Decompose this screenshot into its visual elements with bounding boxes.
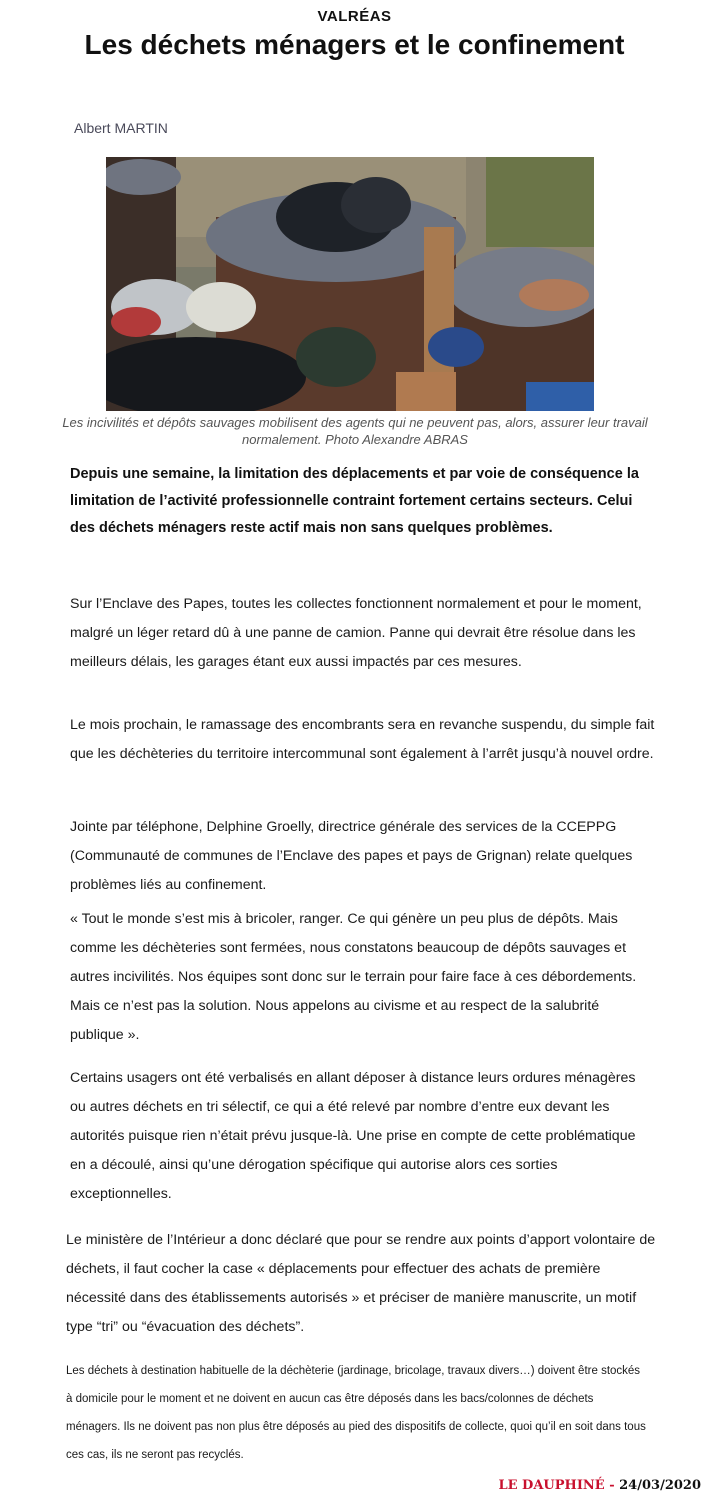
source-footer: [498, 1478, 701, 1493]
article-paragraph: Le mois prochain, le ramassage des encombrants sera en revanche suspendu, du simple fait que les déchèteries du territoire intercommunal sont également à l’arrêt jusqu’à nouvel ordre.: [70, 717, 655, 762]
article-lead: Depuis une semaine, la limitation des déplacements et par voie de conséquence la limitation de l’activité professionnelle contraint fortement certains secteurs. Celui des déchets ménagers reste actif mais non sans quelques problèmes.: [70, 466, 639, 536]
photo-caption: Les incivilités et dépôts sauvages mobilisent des agents qui ne peuvent pas, alors, assurer leur travail normalement. Photo Alexandre ABRAS: [62, 415, 648, 447]
article-paragraph: Certains usagers ont été verbalisés en allant déposer à distance leurs ordures ménagères ou autres déchets en tri sélectif, ce qui a été relevé par nombre d’entre eux devant les autorités puisque rien n’était prévu jusque-là. Une prise en compte de cette problématique en a découlé, ainsi qu’une dérogation spécifique qui autorise alors ces sorties exceptionnelles.: [70, 1070, 636, 1202]
source-separator: -: [604, 1478, 620, 1493]
article-footnote: Les déchets à destination habituelle de la déchèterie (jardinage, bricolage, travaux divers…) doivent être stockés à domicile pour le moment et ne doivent en aucun cas être déposés dans les bacs/colonnes de déchets ménagers. Ils ne doivent pas non plus être déposés au pied des dispositifs de collecte, quoi qu’il en soit dans tous ces cas, ils ne seront pas recyclés.: [66, 1365, 646, 1461]
article-headline: Les déchets ménagers et le confinement: [84, 29, 625, 60]
article-paragraph: Le ministère de l’Intérieur a donc déclaré que pour se rendre aux points d’apport volontaire de déchets, il faut cocher la case « déplacements pour effectuer des achats de première nécessité dans des établissements autorisés » et préciser de manière manuscrite, un motif type “tri” ou “évacuation des déchets”.: [66, 1232, 656, 1335]
article-paragraph: Sur l’Enclave des Papes, toutes les collectes fonctionnent normalement et pour le moment, malgré un léger retard dû à une panne de camion. Panne qui devrait être résolue dans les meilleurs délais, les garages étant eux aussi impactés par ces mesures.: [70, 596, 642, 670]
source-date: 24/03/2020: [619, 1478, 701, 1493]
article-paragraph: « Tout le monde s’est mis à bricoler, ranger. Ce qui génère un peu plus de dépôts. Mais comme les déchèteries sont fermées, nous constatons beaucoup de dépôts sauvages et autres incivilités. Nos équipes sont donc sur le terrain pour faire face à ces débordements. Mais ce n’est pas la solution. Nous appelons au civisme et au respect de la salubrité publique ».: [70, 911, 637, 1043]
article-photo: [106, 157, 594, 411]
source-name: LE DAUPHINÉ: [498, 1478, 605, 1493]
photo-garbage-bins: [106, 157, 594, 411]
article-kicker: VALRÉAS: [317, 8, 392, 25]
article-byline: Albert MARTIN: [74, 120, 168, 136]
article-paragraph: Jointe par téléphone, Delphine Groelly, directrice générale des services de la CCEPPG (Communauté de communes de l’Enclave des papes et pays de Grignan) relate quelques problèmes liés au confinement.: [70, 819, 633, 893]
